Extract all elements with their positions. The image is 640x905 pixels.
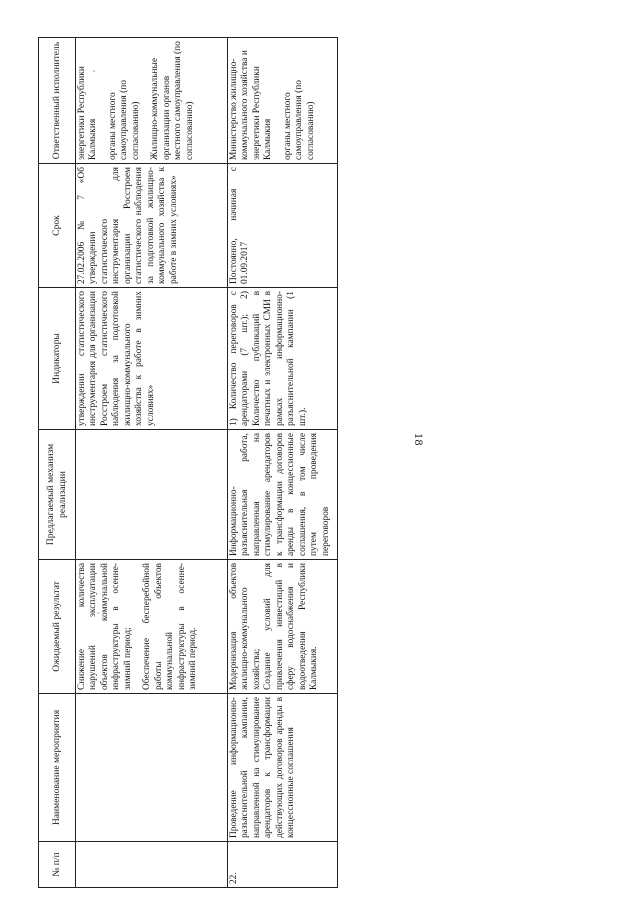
- responsible-item: органы местного самоуправления (по согласованию): [282, 80, 316, 160]
- row-indicators: утверждении статистического инструментария для организации Росстроем статистического наблюдения за подготовкой жилищно-коммунального хозяйства к работе в зимних условиях»: [76, 288, 228, 430]
- responsible-item: Министерство жилищно-коммунального хозяйства и энергетики Республики Калмыкия: [229, 50, 274, 160]
- row-number: 22.: [228, 842, 338, 888]
- row-number: [76, 842, 228, 888]
- responsible-item: энергетики Республики Калмыкия: [77, 66, 99, 160]
- result-item: Обеспечение бесперебойной работы объектов коммунальной инфраструктуры в осенне-зимний период.: [142, 563, 199, 690]
- row-responsible: [228, 38, 338, 164]
- result-item: Создание условий для привлечения инвестиций в сферу водоснабжения и водоотведения Республики Калмыкия.: [263, 563, 320, 690]
- rotated-table-frame: [38, 38, 343, 888]
- page-number: 18: [412, 433, 426, 446]
- row-event: Проведение информационно-разъяснительной кампании, направленной на стимулирование арендаторов к трансформации действующих договоров аренды в концессионные соглашения: [228, 694, 338, 842]
- table-row: [228, 38, 338, 888]
- header-deadline: Срок: [39, 164, 76, 288]
- responsible-item: Жилищно-коммунальные организации органов местного самоуправления (по согласованию): [150, 41, 195, 160]
- row-indicators: 1) Количество переговоров с арендаторами (7 шт.); 2) Количество публикаций в печатных и электронных СМИ в рамках информационно-разъяснительной кампании (1 шт.).: [228, 288, 338, 430]
- header-number: № п/п: [39, 842, 76, 888]
- header-responsible: Ответственный исполнитель: [39, 38, 76, 164]
- header-result: Ожидаемый результат: [39, 560, 76, 694]
- header-mechanism: Предлагаемый механизм реализации: [39, 430, 76, 560]
- row-mechanism: Информационно-разъяснительная работа, направленная на стимулирование арендаторов к трансформации договоров аренды в концессионные соглашения, в том числе путем проведения переговоров: [228, 430, 338, 560]
- row-result: [228, 560, 338, 694]
- row-event: [76, 694, 228, 842]
- table-row: [76, 38, 228, 888]
- header-event: Наименование мероприятия: [39, 694, 76, 842]
- row-deadline: Постоянно, начиная с 01.09.2017: [228, 164, 338, 288]
- row-deadline: 27.02.2006 № 7 «Об утверждении статистического инструментария для организации Росстроем статистического наблюдения за подготовкой жилищно-коммунального хозяйства к работе в зимних условиях»: [76, 164, 228, 288]
- table-header-row: [39, 38, 76, 888]
- row-result: [76, 560, 228, 694]
- responsible-item: органы местного самоуправления (по согласованию): [107, 80, 141, 160]
- row-responsible: [76, 38, 228, 164]
- result-item: Снижение количества нарушений эксплуатации объектов коммунальной инфраструктуры в осенне-зимний период;: [77, 563, 133, 690]
- result-item: Модернизация объектов жилищно-коммунального хозяйства;: [229, 563, 262, 690]
- row-mechanism: [76, 430, 228, 560]
- header-indicators: Индикаторы: [39, 288, 76, 430]
- measures-table: [38, 37, 338, 888]
